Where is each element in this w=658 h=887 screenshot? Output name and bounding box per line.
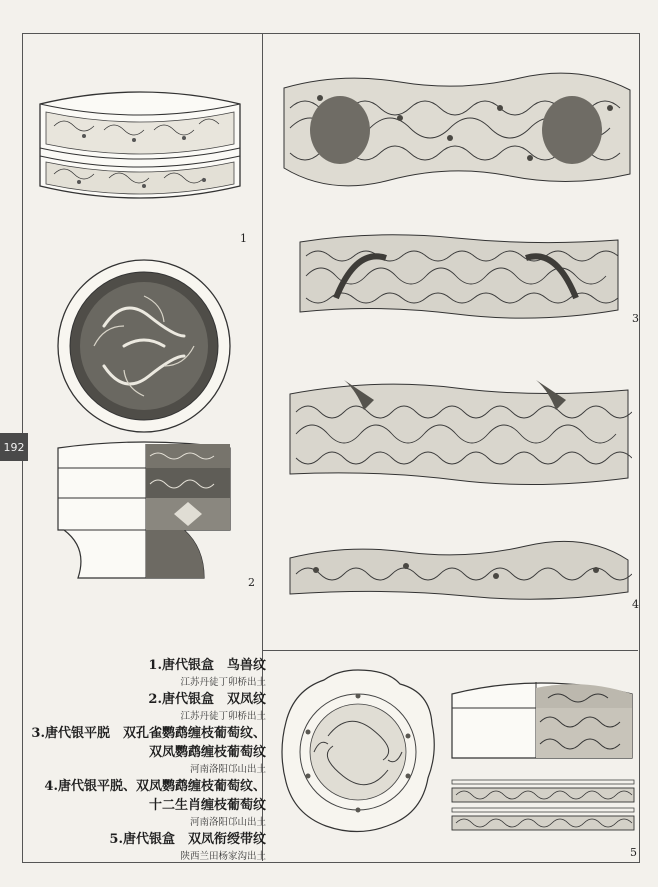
figure-3-band-upper (280, 68, 634, 190)
figure-2-number: 2 (248, 576, 255, 589)
caption-1-title: 1.唐代银盒 鸟兽纹 (148, 658, 266, 673)
caption-1-source: 江苏丹徒丁卯桥出土 (180, 677, 266, 688)
caption-4-source: 河南洛阳邙山出土 (189, 817, 266, 828)
figure-5-box-drawing (448, 672, 638, 764)
figure-5-number: 5 (630, 846, 637, 859)
caption-3-source: 河南洛阳邙山出土 (189, 764, 266, 775)
figure-2-lid-drawing (54, 256, 234, 436)
captions-block (31, 656, 266, 864)
caption-2-source: 江苏丹徒丁卯桥出土 (180, 711, 266, 722)
caption-3-title: 3.唐代银平脱 双孔雀鹦鹉缠枝葡萄纹、 (31, 726, 266, 741)
figure-3-band-lower (296, 228, 622, 324)
figure-1-number: 1 (240, 232, 247, 245)
caption-5-title: 5.唐代银盒 双凤衔绶带纹 (109, 832, 266, 847)
figure-1-box-drawing (34, 86, 246, 218)
caption-5-source: 陕西兰田杨家沟出土 (180, 851, 266, 862)
section-divider (262, 650, 638, 651)
page-number-tab: 192 (0, 433, 28, 461)
caption-4-title: 4.唐代银平脱、双凤鹦鹉缠枝葡萄纹、 (44, 779, 266, 794)
caption-3-title-line2: 双凤鹦鹉缠枝葡萄纹 (148, 745, 266, 760)
figure-2-box-drawing (54, 438, 238, 582)
figure-4-number: 4 (632, 598, 639, 611)
caption-2-title: 2.唐代银盒 双凤纹 (148, 692, 266, 707)
figure-5-plate-drawing (278, 666, 438, 838)
figure-4-band-lower (286, 540, 632, 606)
figure-3-number: 3 (632, 312, 639, 325)
figure-5-bands (450, 776, 636, 836)
figure-4-band-upper (286, 370, 632, 494)
caption-4-title-line2: 十二生肖缠枝葡萄纹 (148, 798, 266, 813)
